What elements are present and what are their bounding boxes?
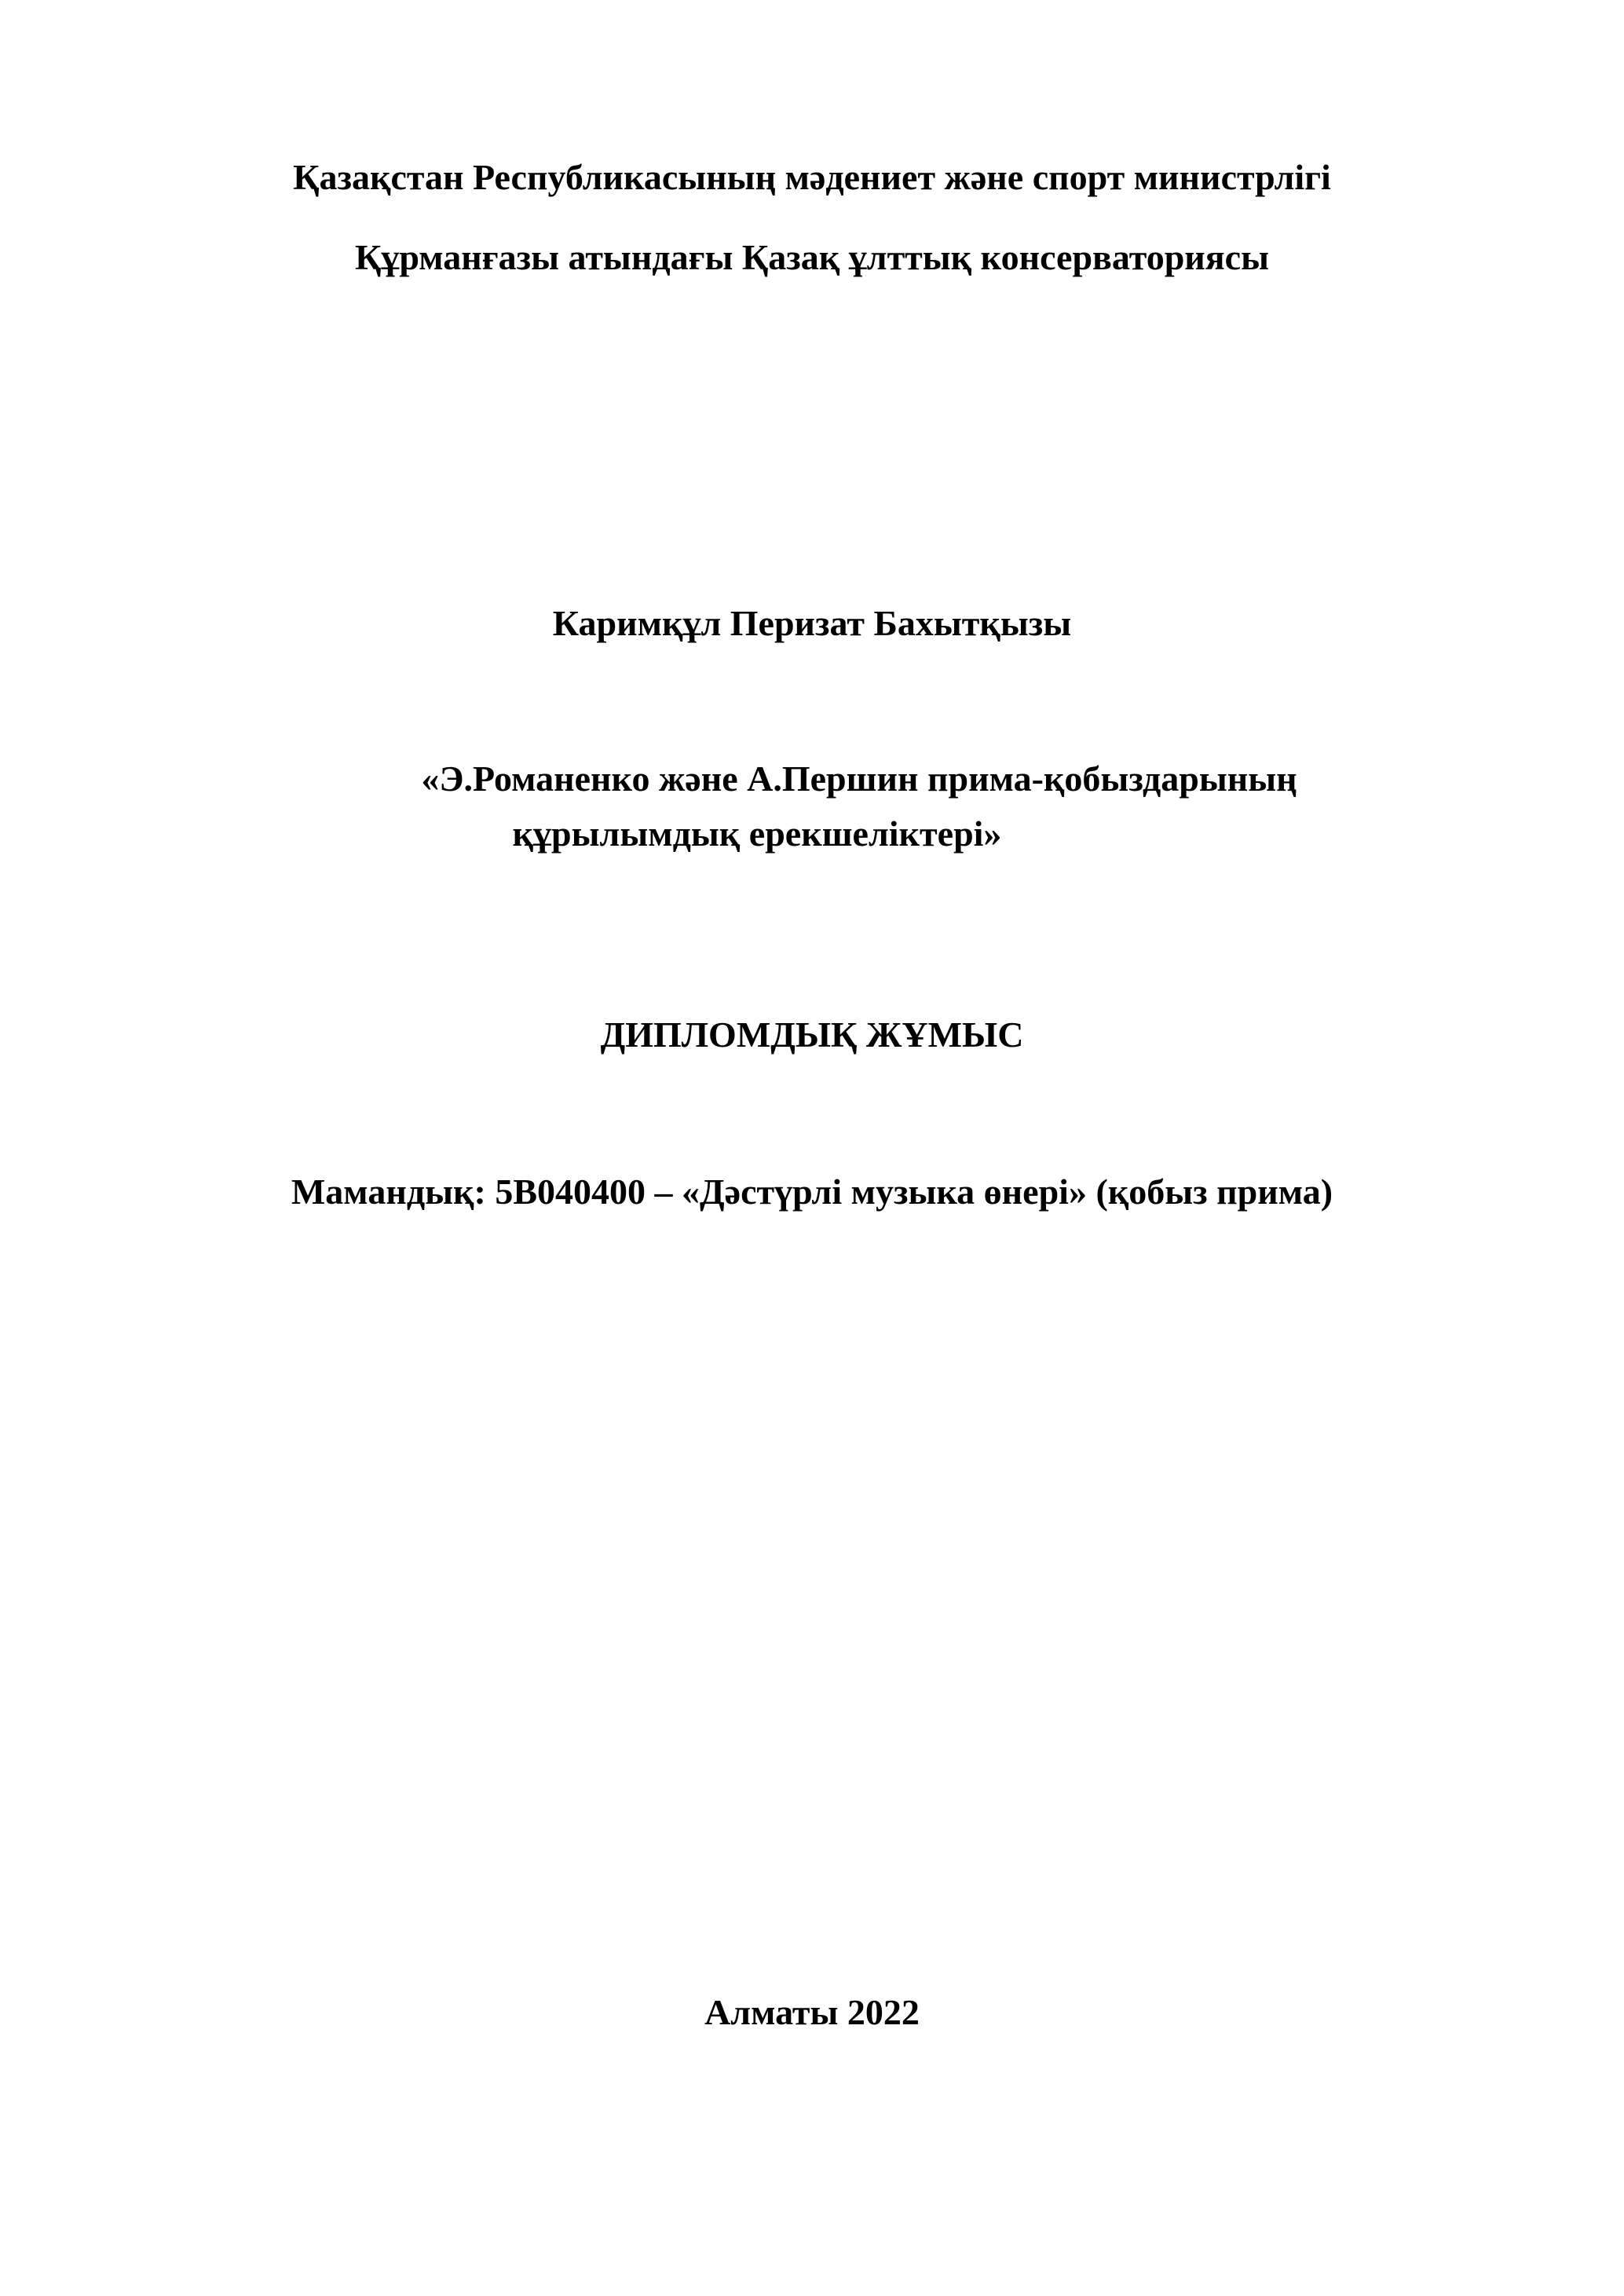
author-name: Каримқұл Перизат Бахытқызы — [552, 603, 1072, 643]
specialty-line: Мамандық: 5B040400 – «Дәстүрлі музыка өнері» (қобыз прима) — [291, 1172, 1333, 1212]
document-type: ДИПЛОМДЫҚ ЖҰМЫС — [600, 1015, 1024, 1055]
place-and-year: Алматы 2022 — [704, 1992, 920, 2032]
thesis-title-line-1: «Э.Романенко және А.Першин прима-қобыздарының — [421, 759, 1297, 799]
thesis-title-line-2: құрылымдық ерекшеліктері» — [512, 813, 1002, 854]
ministry-heading: Қазақстан Республикасының мәдениет және спорт министрлігі — [293, 157, 1331, 197]
institution-heading: Құрманғазы атындағы Қазақ ұлттық консерваториясы — [354, 237, 1270, 277]
